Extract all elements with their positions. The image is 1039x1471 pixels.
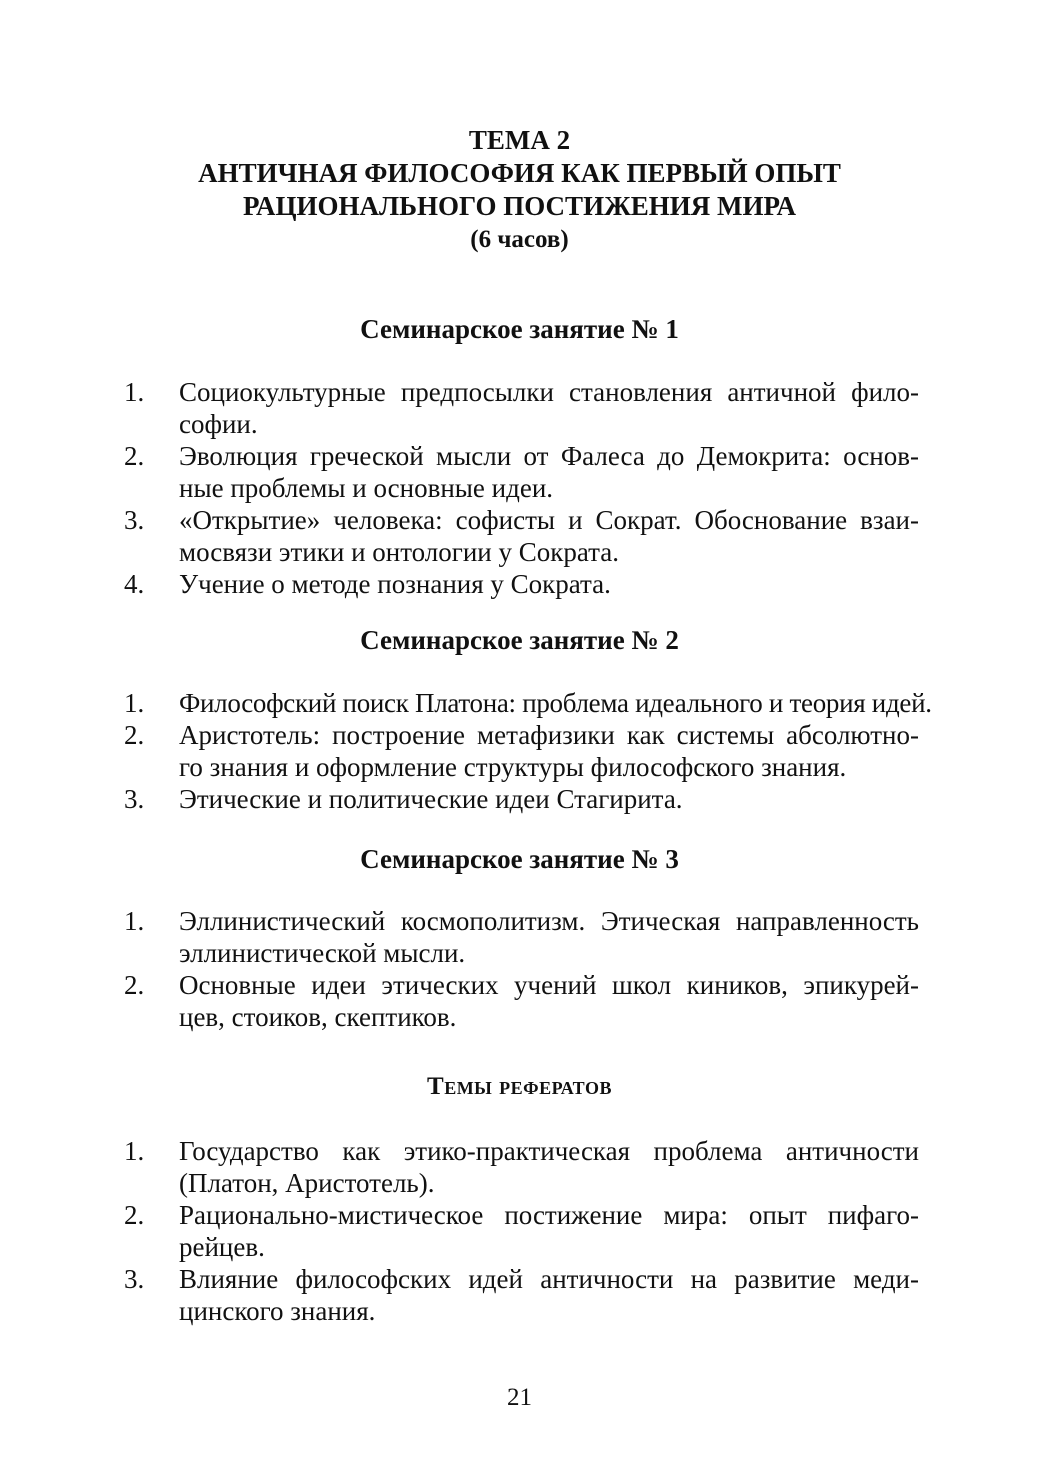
item-line: цев, стоиков, скептиков. xyxy=(179,1002,457,1032)
item-text xyxy=(179,783,919,815)
item-number: 2. xyxy=(124,720,145,750)
essays-heading: Темы рефератов xyxy=(427,1073,612,1100)
item-text xyxy=(179,719,919,783)
seminar-1-heading: Семинарское занятие № 1 xyxy=(360,314,679,344)
item-text xyxy=(179,969,919,1033)
item-line: Эллинистический космополитизм. Этическая направленность xyxy=(179,906,919,936)
item-line: цинского знания. xyxy=(179,1296,376,1326)
item-text xyxy=(179,568,919,600)
list-item xyxy=(119,719,919,783)
item-line: Этические и политические идеи Стагирита. xyxy=(179,784,683,814)
item-line: Аристотель: построение метафизики как системы абсолютно- xyxy=(179,720,919,750)
list-item xyxy=(119,1135,919,1199)
seminar-2-list xyxy=(119,687,932,815)
list-item xyxy=(119,376,919,440)
item-number: 1. xyxy=(124,906,145,936)
item-line: Государство как этико-практическая проблема античности xyxy=(179,1136,919,1166)
list-item xyxy=(119,440,919,504)
chapter-title xyxy=(0,124,1039,256)
list-item xyxy=(119,504,919,568)
item-line: Основные идеи этических учений школ киников, эпикурей- xyxy=(179,970,919,1000)
list-item xyxy=(119,783,919,815)
list-item xyxy=(119,905,919,969)
item-line: Философский поиск Платона: проблема идеального и теория идей. xyxy=(179,688,932,718)
item-text xyxy=(179,376,919,440)
item-text xyxy=(179,905,919,969)
chapter-title-line-1: АНТИЧНАЯ ФИЛОСОФИЯ КАК ПЕРВЫЙ ОПЫТ xyxy=(198,158,841,188)
item-line: Социокультурные предпосылки становления античной фило- xyxy=(179,377,919,407)
item-text xyxy=(179,1199,919,1263)
item-number: 1. xyxy=(124,688,145,718)
page-number: 21 xyxy=(507,1384,532,1411)
item-number: 2. xyxy=(124,1200,145,1230)
item-number: 2. xyxy=(124,441,145,471)
list-item xyxy=(119,969,919,1033)
item-number: 1. xyxy=(124,377,145,407)
item-line: Рационально-мистическое постижение мира: опыт пифаго- xyxy=(179,1200,919,1230)
item-line: го знания и оформление структуры философского знания. xyxy=(179,752,847,782)
chapter-number: ТЕМА 2 xyxy=(468,125,571,155)
item-line: ные проблемы и основные идеи. xyxy=(179,473,554,503)
item-line: мосвязи этики и онтологии у Сократа. xyxy=(179,537,620,567)
item-line: софии. xyxy=(179,409,258,439)
item-line: эллинистической мысли. xyxy=(179,938,466,968)
item-line: «Открытие» человека: софисты и Сократ. Обоснование взаи- xyxy=(179,505,919,535)
list-item xyxy=(119,1263,919,1327)
seminar-2-heading: Семинарское занятие № 2 xyxy=(360,625,679,655)
item-number: 2. xyxy=(124,970,145,1000)
item-number: 3. xyxy=(124,505,145,535)
seminar-3-heading: Семинарское занятие № 3 xyxy=(360,844,679,874)
item-number: 1. xyxy=(124,1136,145,1166)
item-number: 4. xyxy=(124,569,145,599)
chapter-title-line-2: РАЦИОНАЛЬНОГО ПОСТИЖЕНИЯ МИРА xyxy=(242,191,797,221)
item-text xyxy=(179,687,932,719)
item-text xyxy=(179,1135,919,1199)
list-item xyxy=(119,1199,919,1263)
item-line: рейцев. xyxy=(179,1232,265,1262)
item-text xyxy=(179,504,919,568)
item-line: Влияние философских идей античности на развитие меди- xyxy=(179,1264,919,1294)
list-item xyxy=(119,568,919,600)
list-item xyxy=(119,687,932,719)
item-line: Эволюция греческой мысли от Фалеса до Демокрита: основ- xyxy=(179,441,919,471)
item-text xyxy=(179,1263,919,1327)
item-number: 3. xyxy=(124,1264,145,1294)
seminar-3-list xyxy=(119,905,919,1033)
item-text xyxy=(179,440,919,504)
item-line: Учение о методе познания у Сократа. xyxy=(179,569,611,599)
item-line: (Платон, Аристотель). xyxy=(179,1168,435,1198)
item-number: 3. xyxy=(124,784,145,814)
seminar-1-list xyxy=(119,376,919,600)
essays-list xyxy=(119,1135,919,1327)
chapter-hours: (6 часов) xyxy=(470,226,569,253)
